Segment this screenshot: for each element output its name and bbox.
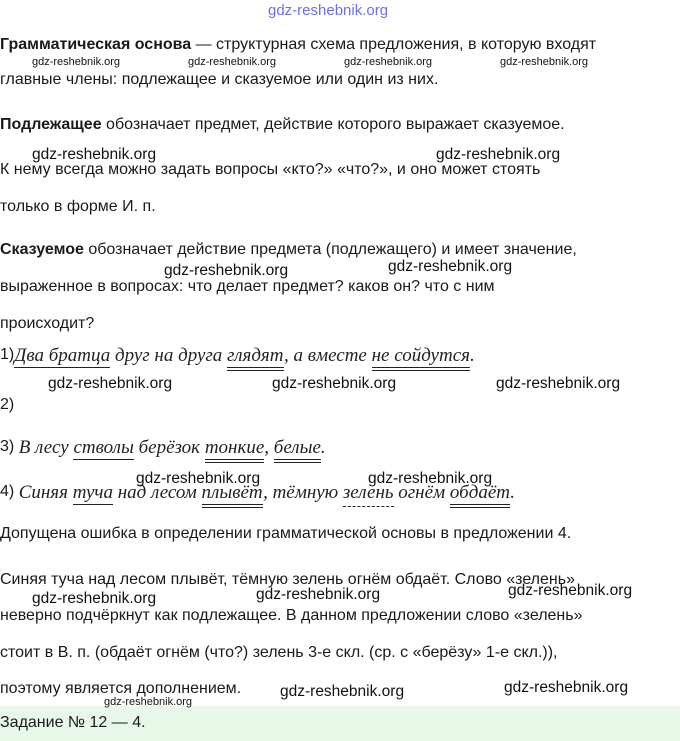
definition-line: только в форме И. п. (0, 198, 156, 215)
definition-line: выраженное в вопросах: что делает предмет? каков он? что с ним (0, 278, 495, 295)
watermark: gdz-reshebnik.org (368, 470, 493, 487)
watermark: gdz-reshebnik.org (32, 56, 121, 68)
example-1 (0, 345, 475, 367)
watermark: gdz-reshebnik.org (272, 375, 397, 392)
predicate-underline: не сойдутся (372, 345, 470, 371)
example-text: , тёмную (263, 482, 343, 503)
definition-line: главные члены: подлежащее и сказуемое или один из них. (0, 71, 439, 88)
watermark: gdz-reshebnik.org (188, 56, 277, 68)
example-text: . (469, 345, 475, 366)
watermark: gdz-reshebnik.org (280, 683, 405, 700)
subject-underline: Два братца (14, 345, 111, 366)
definition-subject (0, 115, 565, 135)
watermark: gdz-reshebnik.org (508, 582, 633, 599)
watermark: gdz-reshebnik.org (500, 56, 589, 68)
watermark: gdz-reshebnik.org (436, 146, 561, 163)
subject-underline: туча (72, 482, 113, 503)
watermark: gdz-reshebnik.org (48, 375, 173, 392)
definition-text: обозначает действие предмета (подлежащего) и имеет значение, (83, 241, 577, 258)
example-text: . (320, 437, 326, 458)
example-text: В лесу (18, 437, 74, 458)
object-underline: зелень (343, 482, 394, 507)
example-number: 3) (0, 438, 15, 455)
predicate-underline: обдаёт (450, 482, 510, 508)
watermark: gdz-reshebnik.org (136, 470, 261, 487)
example-number: 1) (0, 346, 15, 363)
watermark: gdz-reshebnik.org (164, 262, 289, 279)
example-text: . (510, 482, 515, 503)
example-3 (0, 437, 326, 459)
answer-text: Задание № 12 — 4. (0, 714, 146, 731)
watermark: gdz-reshebnik.org (496, 375, 621, 392)
watermark-top: gdz-reshebnik.org (268, 2, 389, 19)
watermark: gdz-reshebnik.org (256, 586, 381, 603)
error-statement: Допущена ошибка в определении грамматической основы в предложении 4. (0, 525, 572, 542)
example-number: 4) (0, 483, 15, 500)
watermark: gdz-reshebnik.org (388, 258, 513, 275)
explanation-line: Синяя туча над лесом плывёт, тёмную зелень огнём обдаёт. Слово «зелень» (0, 571, 575, 588)
explanation-line: поэтому является дополнением. (0, 680, 242, 697)
example-text: Синяя (18, 482, 73, 503)
explanation-line: неверно подчёркнут как подлежащее. В данном предложении слово «зелень» (0, 607, 583, 624)
definition-text: — структурная схема предложения, в которую входят (191, 36, 597, 53)
example-text: , (264, 437, 274, 458)
explanation-line: стоит в В. п. (обдаёт огнём (что?) зелень 3-е скл. (ср. с «берёзу» 1-е скл.)), (0, 644, 558, 661)
example-text: огнём (393, 482, 450, 503)
example-text: друг на друга (110, 345, 228, 366)
watermark: gdz-reshebnik.org (32, 590, 157, 607)
example-text: , а вместе (283, 345, 372, 366)
watermark: gdz-reshebnik.org (104, 696, 193, 708)
definition-line: К нему всегда можно задать вопросы «кто?» «что?», и оно может стоять (0, 161, 541, 178)
term-grammatical-basis: Грамматическая основа (0, 36, 192, 53)
subject-underline: стволы (73, 437, 134, 458)
predicate-underline: белые (274, 437, 321, 463)
term-predicate: Сказуемое (0, 241, 84, 258)
predicate-underline: плывёт (202, 482, 264, 508)
definition-line: происходит? (0, 315, 95, 332)
definition-predicate (0, 240, 577, 260)
watermark: gdz-reshebnik.org (504, 679, 629, 696)
example-text: над лесом (112, 482, 202, 503)
example-4 (0, 482, 515, 504)
example-text: берёзок (133, 437, 205, 458)
predicate-underline: тонкие (205, 437, 264, 463)
term-subject: Подлежащее (0, 116, 102, 133)
watermark: gdz-reshebnik.org (32, 146, 157, 163)
definition-text: обозначает предмет, действие которого выражает сказуемое. (101, 116, 565, 133)
predicate-underline: глядят (227, 345, 284, 371)
definition-grammatical-basis (0, 35, 596, 55)
example-2: 2) (0, 396, 15, 413)
watermark: gdz-reshebnik.org (344, 56, 433, 68)
